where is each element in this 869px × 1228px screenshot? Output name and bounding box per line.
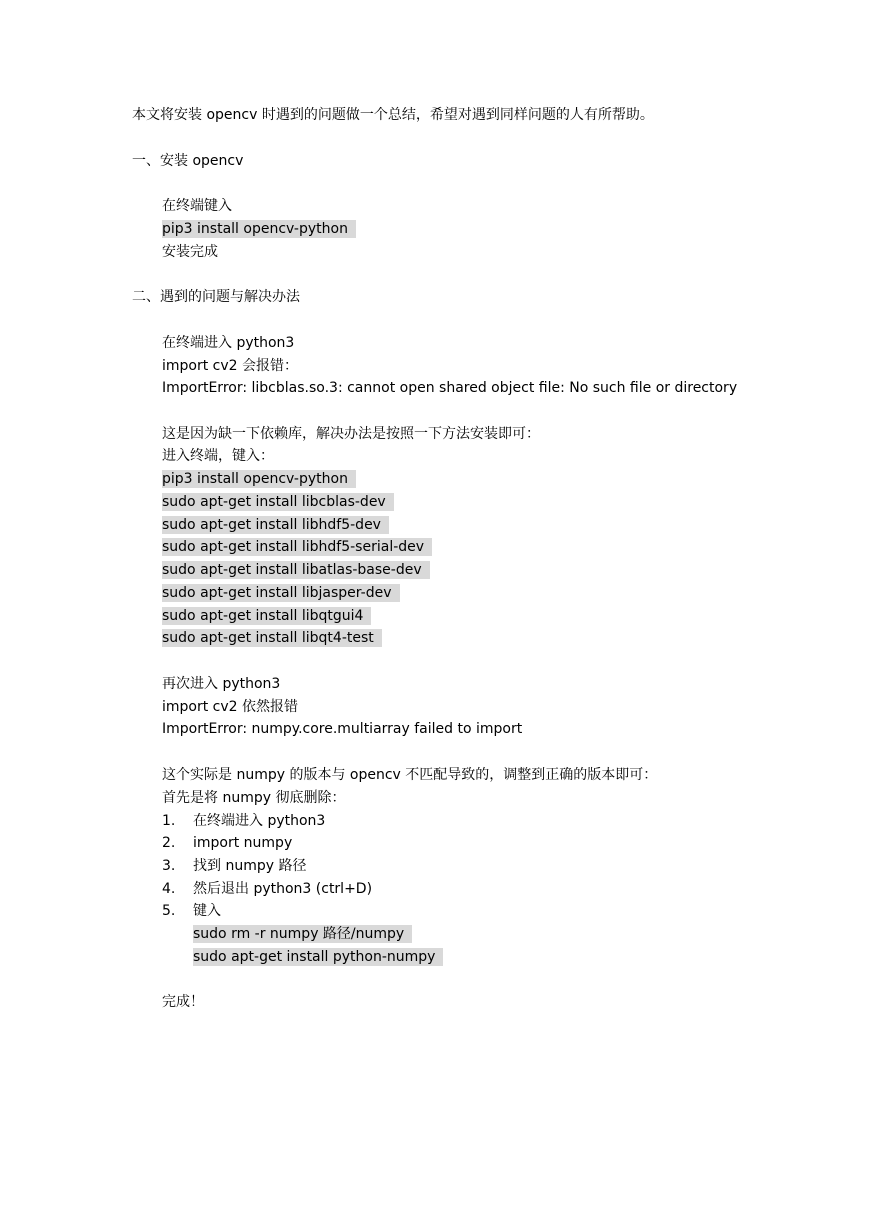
step-number: 3. bbox=[162, 858, 176, 874]
step-text: import numpy bbox=[193, 835, 293, 851]
code-highlight: sudo apt-get install libhdf5-dev bbox=[162, 516, 389, 534]
command-line bbox=[162, 493, 394, 511]
step5-command bbox=[193, 925, 412, 943]
step-number: 4. bbox=[162, 881, 176, 897]
section2-p9: 这个实际是 numpy 的版本与 opencv 不匹配导致的，调整到正确的版本即可： bbox=[162, 767, 658, 783]
step-number: 5. bbox=[162, 903, 176, 919]
section2-p2: import cv2 会报错： bbox=[162, 358, 299, 374]
command-line bbox=[162, 470, 356, 488]
step-number: 1. bbox=[162, 813, 176, 829]
section2-p6: 再次进入 python3 bbox=[162, 676, 281, 692]
code-highlight: sudo apt-get install libcblas-dev bbox=[162, 493, 394, 511]
command-line bbox=[162, 607, 371, 625]
step-text: 然后退出 python3 (ctrl+D) bbox=[193, 881, 373, 897]
section2-error1: ImportError: libcblas.so.3: cannot open shared object file: No such file or directory bbox=[162, 380, 738, 396]
section1-line2: 安装完成 bbox=[162, 244, 218, 260]
command-line bbox=[162, 584, 400, 602]
step-text: 在终端进入 python3 bbox=[193, 813, 326, 829]
section1-code bbox=[162, 220, 356, 238]
section2-error2: ImportError: numpy.core.multiarray failed to import bbox=[162, 721, 523, 737]
code-highlight: sudo apt-get install libqtgui4 bbox=[162, 607, 371, 625]
step-text: 键入 bbox=[193, 903, 221, 919]
command-line bbox=[162, 561, 430, 579]
command-line bbox=[162, 516, 389, 534]
command-line bbox=[162, 629, 382, 647]
section2-p4: 这是因为缺一下依赖库，解决办法是按照一下方法安装即可： bbox=[162, 426, 540, 442]
section2-p5: 进入终端，键入： bbox=[162, 448, 274, 464]
code-highlight: sudo apt-get install libqt4-test bbox=[162, 629, 382, 647]
section2-p7: import cv2 依然报错 bbox=[162, 699, 299, 715]
section2-heading: 二、遇到的问题与解决办法 bbox=[132, 289, 300, 305]
code-highlight: sudo apt-get install libatlas-base-dev bbox=[162, 561, 430, 579]
step-number: 2. bbox=[162, 835, 176, 851]
section2-p10: 首先是将 numpy 彻底删除： bbox=[162, 790, 346, 806]
intro-paragraph: 本文将安装 opencv 时遇到的问题做一个总结，希望对遇到同样问题的人有所帮助。 bbox=[132, 107, 654, 123]
step-text: 找到 numpy 路径 bbox=[193, 858, 307, 874]
section1-heading: 一、安装 opencv bbox=[132, 153, 244, 169]
code-highlight: pip3 install opencv-python bbox=[162, 220, 356, 238]
step5-command bbox=[193, 948, 443, 966]
command-line bbox=[162, 538, 432, 556]
code-highlight: sudo rm -r numpy 路径/numpy bbox=[193, 925, 412, 943]
code-highlight: sudo apt-get install python-numpy bbox=[193, 948, 443, 966]
section1-line1: 在终端键入 bbox=[162, 198, 232, 214]
done-text: 完成！ bbox=[162, 994, 204, 1010]
section2-p1: 在终端进入 python3 bbox=[162, 335, 295, 351]
code-highlight: sudo apt-get install libjasper-dev bbox=[162, 584, 400, 602]
code-highlight: sudo apt-get install libhdf5-serial-dev bbox=[162, 538, 432, 556]
code-highlight: pip3 install opencv-python bbox=[162, 470, 356, 488]
